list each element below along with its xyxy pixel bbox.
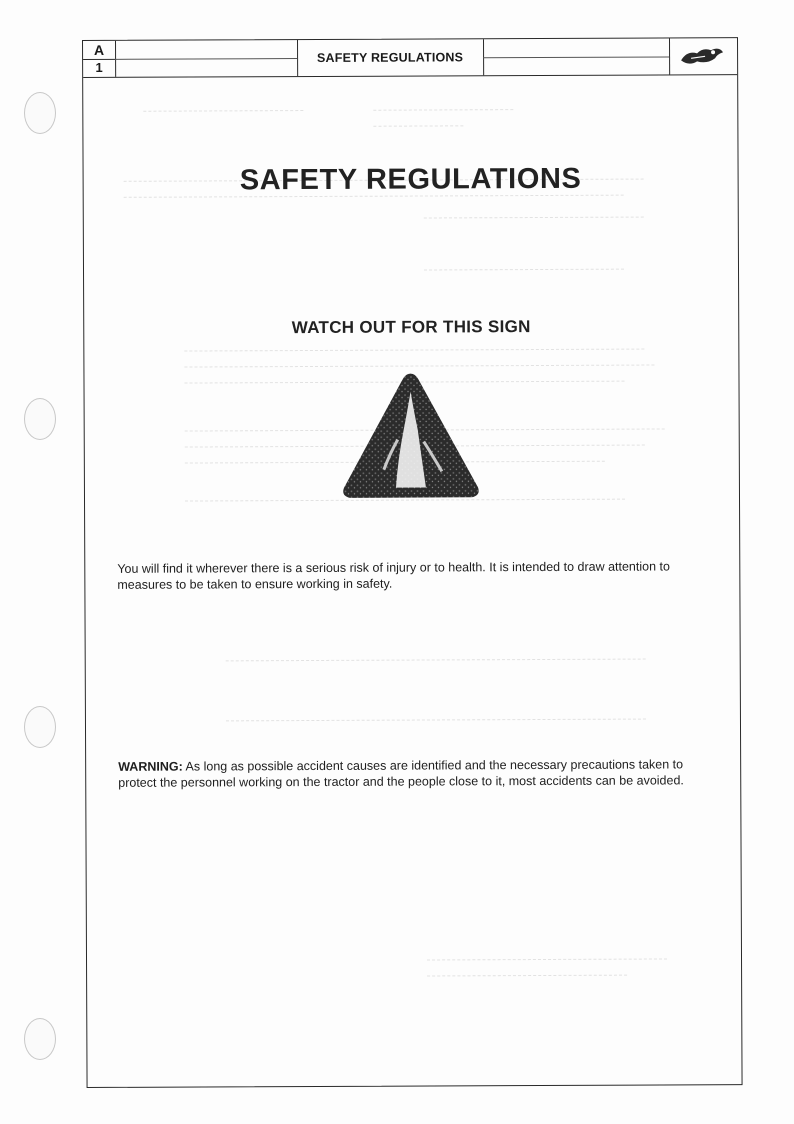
binder-hole — [24, 92, 56, 134]
manufacturer-logo-icon — [677, 44, 727, 68]
bleed-through-texture — [123, 98, 683, 100]
warning-label: WARNING: — [118, 759, 183, 774]
page-title: SAFETY REGULATIONS — [239, 162, 582, 197]
page-frame — [82, 37, 743, 1088]
section-number: 1 — [95, 59, 103, 75]
section-code — [83, 41, 116, 77]
header-blank-cell — [115, 40, 298, 77]
sign-heading: WATCH OUT FOR THIS SIGN — [291, 317, 531, 338]
header-blank-cell — [483, 38, 670, 75]
section-letter: A — [83, 41, 115, 60]
binder-hole — [24, 398, 56, 440]
sign-description-paragraph: You will find it wherever there is a serious risk of injury or to health. It is intended to draw attention to measures to be taken to ensure working in safety. — [117, 559, 670, 592]
binder-hole — [24, 1018, 56, 1060]
binder-hole — [24, 706, 56, 748]
warning-triangle-icon — [337, 369, 484, 502]
header-title: SAFETY REGULATIONS — [297, 39, 484, 76]
page-header — [83, 38, 737, 78]
warning-text: As long as possible accident causes are identified and the necessary precautions taken to protect the personnel working on the tractor and the people close to it, most accidents can be avoided. — [118, 757, 684, 790]
header-logo-cell — [669, 38, 737, 74]
warning-paragraph — [118, 756, 718, 791]
